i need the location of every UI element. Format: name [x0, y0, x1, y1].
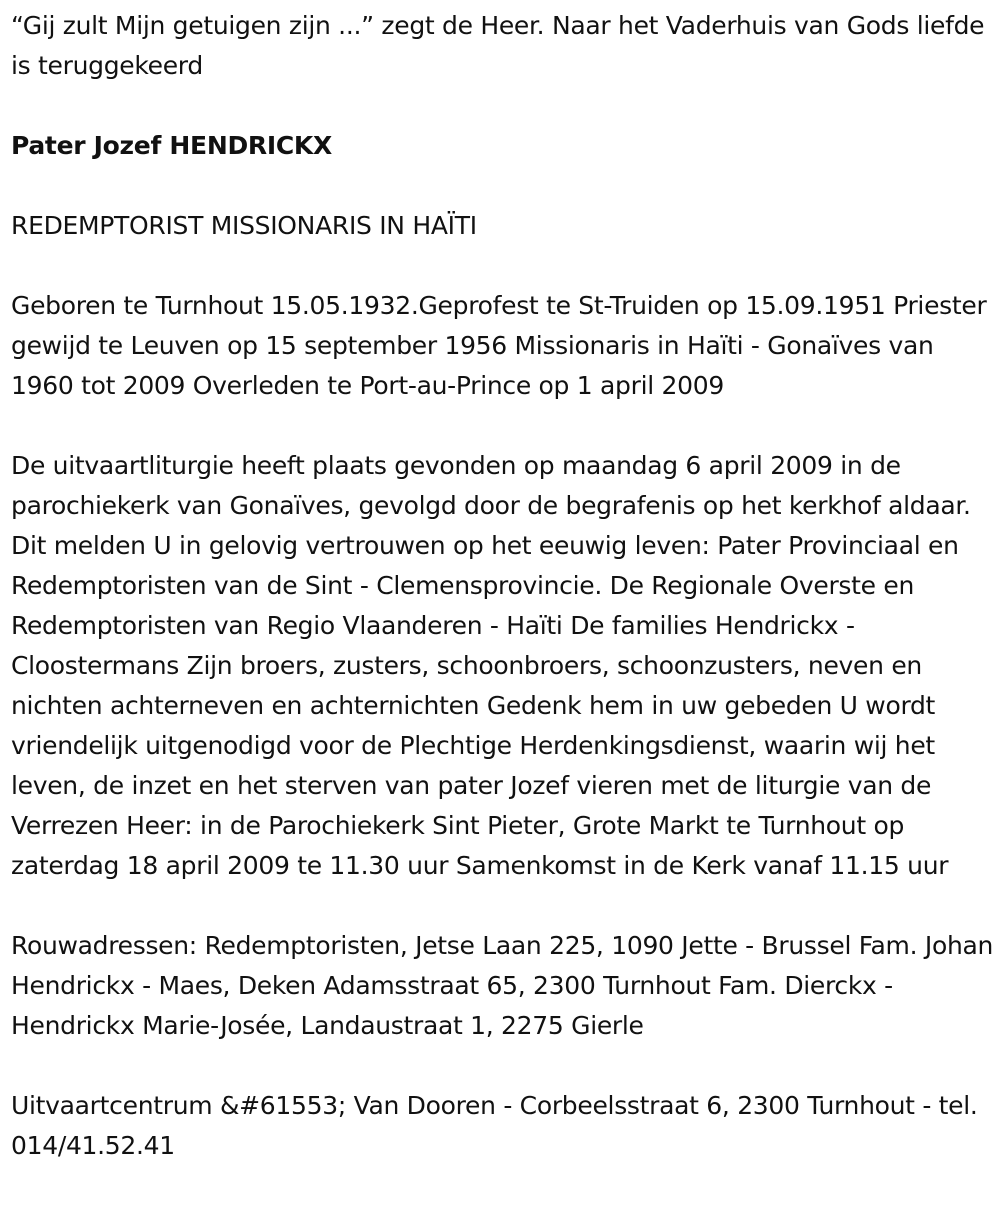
deceased-title: REDEMPTORIST MISSIONARIS IN HAÏTI [11, 211, 477, 240]
condolence-addresses: Rouwadressen: Redemptoristen, Jetse Laan 225, 1090 Jette - Brussel Fam. Johan Hendrickx - Maes, Deken Adamsstraat 65, 2300 Turnhout Fam. Dierckx - Hendrickx Marie-Josée, Landaustraat 1, 2275 Gierle [11, 931, 994, 1040]
intro-quote: “Gij zult Mijn getuigen zijn ...” zegt de Heer. Naar het Vaderhuis van Gods liefde is teruggekeerd [11, 11, 985, 80]
funeral-home-info: Uitvaartcentrum &#61553; Van Dooren - Corbeelsstraat 6, 2300 Turnhout - tel. 014/41.52.41 [11, 1091, 978, 1160]
funeral-paragraph: De uitvaartliturgie heeft plaats gevonden op maandag 6 april 2009 in de parochiekerk van Gonaïves, gevolgd door de begrafenis op het kerkhof aldaar. Dit melden U in gelovig vertrouwen op het eeuwig leven: Pater Provinciaal en Redemptoristen van de Sint - Clemensprovincie. De Regionale Overste en Redemptoristen van Regio Vlaanderen - Haïti De families Hendrickx - Cloostermans Zijn broers, zusters, schoonbroers, schoonzusters, neven en nichten achterneven en achternichten Gedenk hem in uw gebeden U wordt vriendelijk uitgenodigd voor de Plechtige Herdenkingsdienst, waarin wij het leven, de inzet en het sterven van pater Jozef vieren met de liturgie van de Verrezen Heer: in de Parochiekerk Sint Pieter, Grote Markt te Turnhout op zaterdag 18 april 2009 te 11.30 uur Samenkomst in de Kerk vanaf 11.15 uur [11, 451, 971, 880]
deceased-name: Pater Jozef HENDRICKX [11, 131, 332, 160]
biography-paragraph: Geboren te Turnhout 15.05.1932.Geprofest te St-Truiden op 15.09.1951 Priester gewijd te Leuven op 15 september 1956 Missionaris in Haïti - Gonaïves van 1960 tot 2009 Overleden te Port-au-Prince op 1 april 2009 [11, 291, 987, 400]
